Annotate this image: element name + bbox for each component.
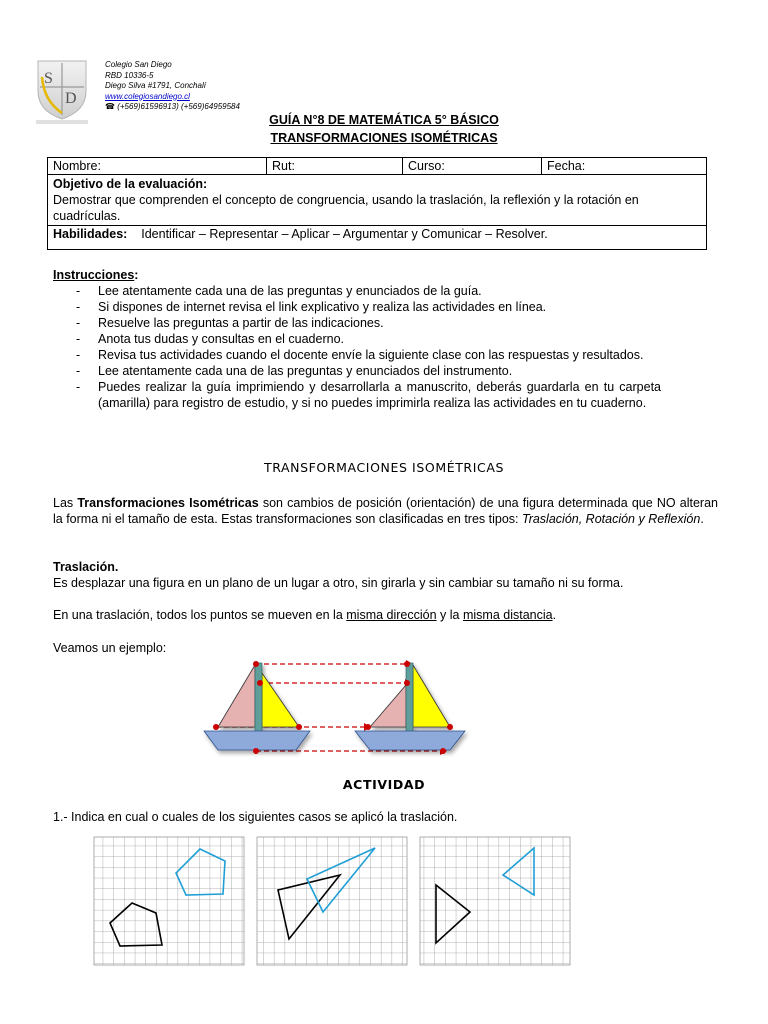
section-title: TRANSFORMACIONES ISOMÉTRICAS xyxy=(263,460,505,475)
boat-translation-figure xyxy=(200,655,475,760)
grid-figures xyxy=(92,835,592,970)
habilidades-label: Habilidades: xyxy=(53,227,128,241)
traslacion-definition: Es desplazar una figura en un plano de un lugar a otro, sin girarla y sin cambiar su tamaño ni su forma. xyxy=(53,576,624,590)
boat-translated xyxy=(355,663,465,750)
intro-paragraph: Las Transformaciones Isométricas son cambios de posición (orientación) de una figura determinada que NO alteran la forma ni el tamaño de esta. Estas transformaciones son clasificadas en tres tipos: Traslación, Rotación y Reflexión. xyxy=(53,496,718,526)
question-1: 1.- Indica en cual o cuales de los siguientes casos se aplicó la traslación. xyxy=(53,810,458,824)
school-website-link[interactable]: www.colegiosandiego.cl xyxy=(105,91,190,101)
student-info-table xyxy=(47,157,707,250)
list-item: - Revisa tus actividades cuando el docente envíe la siguiente clase con las respuestas y resultados. xyxy=(76,347,661,363)
example-label: Veamos un ejemplo: xyxy=(53,641,167,655)
list-item: - Lee atentamente cada una de las preguntas y enunciados de la guía. xyxy=(76,283,661,299)
traslacion-property: En una traslación, todos los puntos se mueven en la misma dirección y la misma distancia. xyxy=(53,608,557,622)
nombre-field[interactable]: Nombre: xyxy=(48,158,267,175)
fecha-field[interactable]: Fecha: xyxy=(542,158,707,175)
traslacion-heading: Traslación. xyxy=(53,560,119,574)
instrucciones-heading: Instrucciones: xyxy=(53,268,139,282)
boat-original xyxy=(204,663,310,750)
curso-field[interactable]: Curso: xyxy=(403,158,542,175)
boat-translation-example xyxy=(200,655,475,760)
rut-field[interactable]: Rut: xyxy=(267,158,403,175)
grid-case-1[interactable] xyxy=(94,837,244,965)
logo-letter-s: S xyxy=(44,70,53,87)
grid-case-3[interactable] xyxy=(420,837,570,965)
school-rbd: RBD 10336-5 xyxy=(105,70,154,80)
list-item: - Si dispones de internet revisa el link explicativo y realiza las actividades en línea. xyxy=(76,299,661,315)
school-info xyxy=(105,60,240,113)
objetivo-cell xyxy=(48,175,707,226)
grids-container xyxy=(92,835,592,970)
list-item: - Resuelve las preguntas a partir de las indicaciones. xyxy=(76,315,661,331)
guide-subtitle: TRANSFORMACIONES ISOMÉTRICAS xyxy=(270,131,498,145)
habilidades-text: Identificar – Representar – Aplicar – Argumentar y Comunicar – Resolver. xyxy=(141,227,548,241)
instrucciones-list xyxy=(76,283,661,411)
school-address: Diego Silva #1791, Conchalí xyxy=(105,81,206,90)
grid-case-2[interactable] xyxy=(257,837,407,965)
list-item: - Lee atentamente cada una de las preguntas y enunciados del instrumento. xyxy=(76,363,661,379)
school-phones: ☎ (+569)61596913) (+569)64959584 xyxy=(105,102,240,111)
objetivo-text: Demostrar que comprenden el concepto de congruencia, usando la traslación, la reflexión y la rotación en cuadrículas. xyxy=(53,193,639,223)
logo-letter-d: D xyxy=(65,90,77,107)
school-name: Colegio San Diego xyxy=(105,60,172,69)
guide-title: GUÍA N°8 DE MATEMÁTICA 5° BÁSICO xyxy=(269,113,499,127)
actividad-title: ACTIVIDAD xyxy=(342,777,426,792)
list-item: - Anota tus dudas y consultas en el cuaderno. xyxy=(76,331,661,347)
objetivo-label: Objetivo de la evaluación: xyxy=(53,177,208,191)
list-item: - Puedes realizar la guía imprimiendo y desarrollarla a manuscrito, deberás guardarla en tu carpeta (amarilla) para registro de estudio, y si no puedes imprimirla realiza las actividades en tu cuaderno. xyxy=(76,379,661,411)
habilidades-cell xyxy=(48,226,707,250)
